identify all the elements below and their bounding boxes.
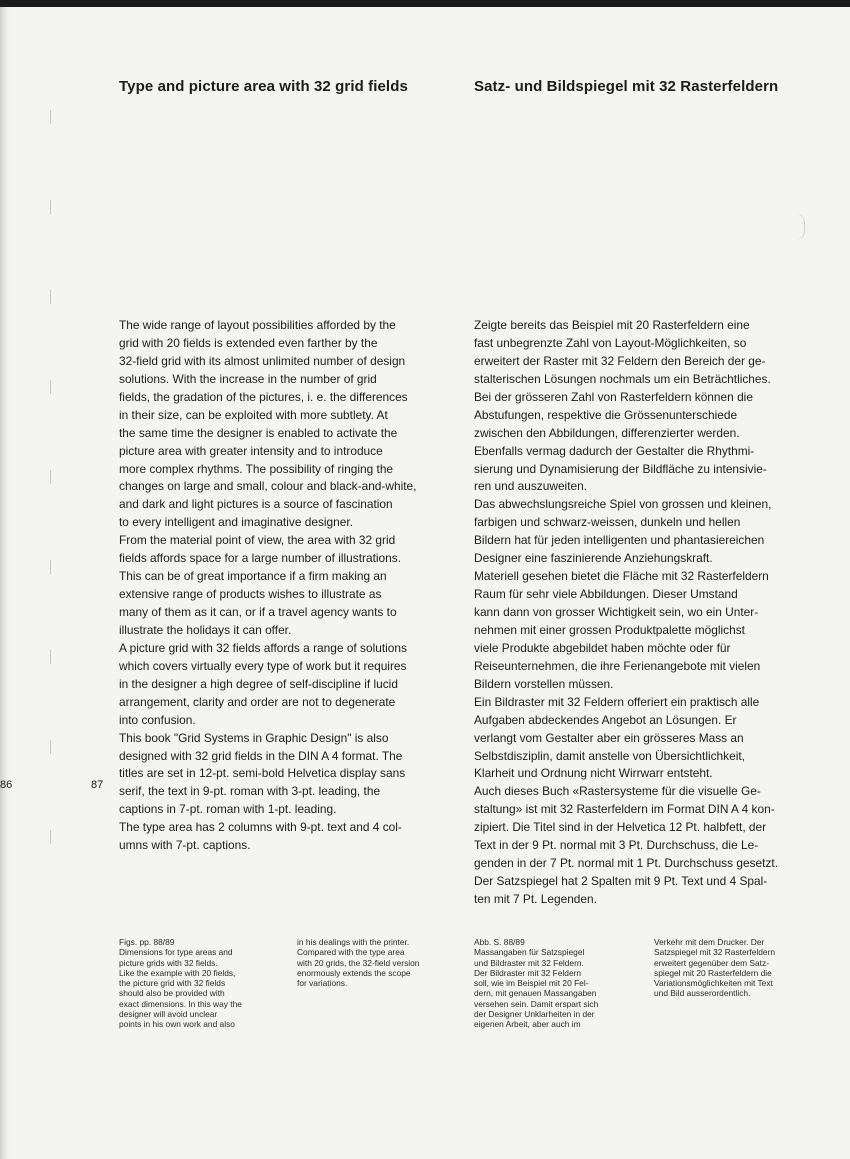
text-line: Designer eine faszinierende Anziehungskraft.: [474, 551, 713, 566]
page-title-english: Type and picture area with 32 grid fields: [119, 78, 408, 96]
caption-line: und Bildraster mit 32 Feldern.: [474, 957, 584, 968]
text-line: Aufgaben abdeckendes Angebot an Lösungen. Er: [474, 712, 737, 727]
caption-line: Compared with the type area: [297, 947, 405, 958]
text-line: Klarheit und Ordnung nicht Wirrwarr entsteht.: [474, 766, 713, 781]
text-line: extensive range of products wishes to illustrate as: [119, 587, 382, 602]
text-line: ren und auszuweiten.: [474, 479, 588, 494]
page-title-german: Satz- und Bildspiegel mit 32 Rasterfeldern: [474, 78, 779, 96]
caption-line: enormously extends the scope: [297, 967, 411, 978]
text-line: viele Produkte abgebildet haben möchte oder für: [474, 640, 731, 655]
text-line: genden in der 7 Pt. normal mit 1 Pt. Durchschuss gesetzt.: [474, 856, 779, 871]
caption-line: with 20 grids, the 32-field version: [297, 957, 420, 968]
caption-line: Massangaben für Satzspiegel: [474, 947, 585, 958]
text-line: zipiert. Die Titel sind in der Helvetica 12 Pt. halbfett, der: [474, 820, 767, 835]
text-line: Bildern vorstellen müssen.: [474, 676, 614, 691]
text-line: The type area has 2 columns with 9-pt. text and 4 col-: [119, 820, 402, 835]
text-line: Ebenfalls vermag dadurch der Gestalter die Rhythmi-: [474, 443, 755, 458]
text-line: Text in der 9 Pt. normal mit 3 Pt. Durchschuss, die Le-: [474, 838, 759, 853]
caption-line: picture grids with 32 fields.: [119, 957, 218, 968]
text-line: Auch dieses Buch «Rastersysteme für die visuelle Ge-: [474, 784, 761, 799]
text-line: in the designer a high degree of self-discipline if lucid: [119, 676, 398, 691]
text-line: stalterischen Lösungen nochmals um ein Beträchtliches.: [474, 371, 771, 386]
text-line: and dark and light pictures is a source of fascination: [119, 497, 393, 512]
text-line: ten mit 7 Pt. Legenden.: [474, 892, 597, 906]
caption-line: for variations.: [297, 978, 348, 989]
text-line: Reiseunternehmen, die ihre Ferienangebote mit vielen: [474, 658, 761, 673]
caption-line: Der Bildraster mit 32 Feldern: [474, 967, 582, 978]
caption-line: erweitert gegenüber dem Satz-: [654, 957, 769, 968]
text-line: zwischen den Abbildungen, differenzierter werden.: [474, 425, 740, 440]
caption-line: Variationsmöglichkeiten mit Text: [654, 978, 773, 989]
caption-line: Abb. S. 88/89: [474, 937, 525, 947]
text-line: farbigen und schwarz-weissen, dunkeln und hellen: [474, 515, 741, 530]
text-line: staltung» ist mit 32 Rasterfeldern im Format DIN A 4 kon-: [474, 802, 775, 817]
caption-line: exact dimensions. In this way the: [119, 998, 242, 1009]
text-line: verlangt vom Gestalter aber ein grösseres Mass an: [474, 730, 744, 745]
text-line: umns with 7-pt. captions.: [119, 838, 251, 853]
text-line: Bildern hat für jeden intelligenten und phantasiereichen: [474, 533, 765, 548]
caption-line: spiegel mit 20 Rasterfeldern die: [654, 967, 772, 978]
text-line: titles are set in 12-pt. semi-bold Helvetica display sans: [119, 766, 406, 781]
book-gutter-shadow: [0, 7, 9, 1159]
text-line: This book "Grid Systems in Graphic Design" is also: [119, 730, 389, 745]
text-line: This can be of great importance if a firm making an: [119, 569, 387, 584]
text-line: serif, the text in 9-pt. roman with 3-pt. leading, the: [119, 784, 381, 799]
text-line: nehmen mit einer grossen Produktpalette möglichst: [474, 622, 745, 637]
text-line: designed with 32 grid fields in the DIN A 4 format. The: [119, 748, 403, 763]
text-line: to every intelligent and imaginative designer.: [119, 515, 353, 530]
caption-line: versehen sein. Damit erspart sich: [474, 998, 599, 1009]
caption-line: eigenen Arbeit, aber auch im: [474, 1019, 581, 1030]
text-line: picture area with greater intensity and to introduce: [119, 443, 383, 458]
text-line: more complex rhythms. The possibility of ringing the: [119, 461, 394, 476]
page-number-left: 86: [0, 779, 13, 791]
caption-line: Like the example with 20 fields,: [119, 967, 236, 978]
text-line: Ein Bildraster mit 32 Feldern offeriert ein praktisch alle: [474, 694, 760, 709]
text-line: in their size, can be exploited with more subtlety. At: [119, 407, 388, 422]
text-line: A picture grid with 32 fields affords a range of solutions: [119, 640, 407, 655]
text-line: Bei der grösseren Zahl von Rasterfeldern können die: [474, 389, 753, 404]
text-line: Zeigte bereits das Beispiel mit 20 Rasterfeldern eine: [474, 318, 750, 332]
caption-line: dern, mit genauen Massangaben: [474, 988, 597, 999]
caption-german-col-1: [474, 937, 598, 1030]
text-line: fields affords space for a large number of illustrations.: [119, 551, 401, 566]
text-line: grid with 20 fields is extended even farther by the: [119, 335, 378, 350]
text-line: erweitert der Raster mit 32 Feldern den Bereich der ge-: [474, 353, 766, 368]
text-line: kann dann von grosser Wichtigkeit sein, wo ein Unter-: [474, 605, 759, 619]
grid-guide-marks: [50, 110, 52, 910]
text-line: many of them as it can, or if a travel agency wants to: [119, 605, 397, 619]
caption-english-col-2: [297, 937, 419, 988]
caption-line: should also be provided with: [119, 988, 225, 999]
caption-line: designer will avoid unclear: [119, 1009, 218, 1020]
caption-line: Figs. pp. 88/89: [119, 937, 175, 947]
body-text-german: [474, 317, 819, 909]
text-line: Materiell gesehen bietet die Fläche mit 32 Rasterfeldern: [474, 569, 769, 584]
caption-english-col-1: [119, 937, 242, 1030]
caption-line: the picture grid with 32 fields: [119, 978, 226, 989]
scan-top-edge: [0, 0, 850, 7]
text-line: Selbstdisziplin, damit anstelle von Übersichtlichkeit,: [474, 748, 745, 763]
text-line: fields, the gradation of the pictures, i. e. the differences: [119, 389, 408, 404]
text-line: Der Satzspiegel hat 2 Spalten mit 9 Pt. Text und 4 Spal-: [474, 874, 768, 889]
text-line: captions in 7-pt. roman with 1-pt. leading.: [119, 802, 337, 817]
text-line: From the material point of view, the area with 32 grid: [119, 533, 396, 548]
text-line: 32-field grid with its almost unlimited number of design: [119, 353, 406, 368]
caption-line: Satzspiegel mit 32 Rasterfeldern: [654, 947, 776, 958]
text-line: Raum für sehr viele Abbildungen. Dieser Umstand: [474, 587, 738, 602]
page-number-right: 87: [91, 779, 104, 791]
text-line: illustrate the holidays it can offer.: [119, 622, 292, 637]
paper-mark: [796, 214, 805, 240]
text-line: sierung und Dynamisierung der Bildfläche zu intensivie-: [474, 461, 767, 476]
text-line: the same time the designer is enabled to activate the: [119, 425, 398, 440]
caption-line: Verkehr mit dem Drucker. Der: [654, 937, 765, 947]
body-text-english: [119, 317, 449, 855]
text-line: which covers virtually every type of work but it requires: [119, 658, 407, 673]
caption-line: soll, wie im Beispiel mit 20 Fel-: [474, 978, 589, 989]
caption-line: in his dealings with the printer.: [297, 937, 410, 947]
text-line: changes on large and small, colour and black-and-white,: [119, 479, 417, 494]
caption-german-col-2: [654, 937, 775, 999]
text-line: arrangement, clarity and order are not to degenerate: [119, 694, 396, 709]
text-line: Das abwechslungsreiche Spiel von grossen und kleinen,: [474, 497, 772, 512]
text-line: solutions. With the increase in the number of grid: [119, 371, 377, 386]
text-line: into confusion.: [119, 712, 196, 727]
caption-line: und Bild ausserordentlich.: [654, 988, 751, 999]
text-line: The wide range of layout possibilities afforded by the: [119, 318, 396, 332]
caption-line: Dimensions for type areas and: [119, 947, 233, 958]
caption-line: points in his own work and also: [119, 1019, 235, 1030]
text-line: Abstufungen, respektive die Grössenunterschiede: [474, 407, 738, 422]
text-line: fast unbegrenzte Zahl von Layout-Möglichkeiten, so: [474, 335, 747, 350]
caption-line: der Designer Unklarheiten in der: [474, 1009, 595, 1020]
